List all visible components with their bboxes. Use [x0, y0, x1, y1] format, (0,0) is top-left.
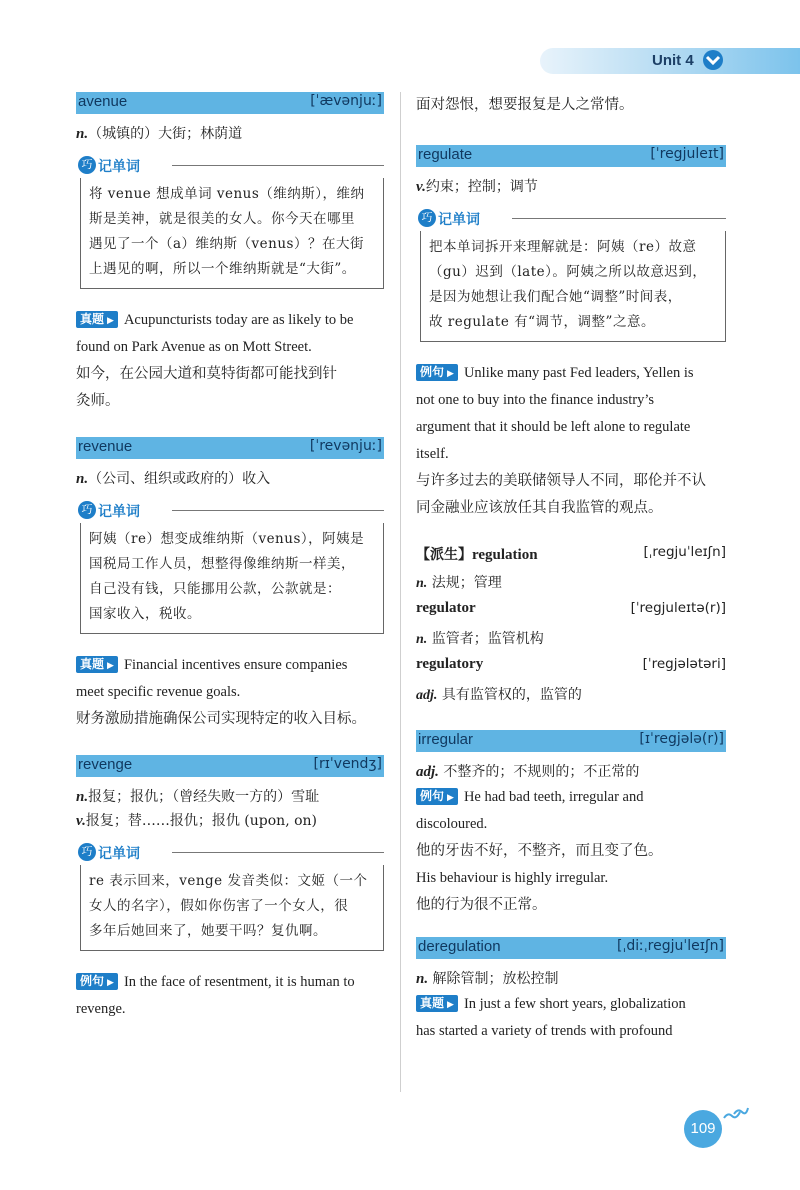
- example-revenge: [76, 969, 384, 1023]
- zhenti-tag: 真题 ▶: [416, 995, 458, 1012]
- zhenti-tag: 真题 ▶: [76, 311, 118, 328]
- memo-title: 记单词: [98, 846, 140, 862]
- headword: revenue: [78, 438, 133, 455]
- memo-line: 国家收入，税收。: [89, 606, 201, 622]
- example-en: meet specific revenue goals.: [76, 684, 241, 700]
- memo-line: 遇见了一个（a）维纳斯（venus）？在大街: [89, 236, 364, 252]
- example-en: itself.: [416, 446, 449, 462]
- phonetic: [rɪˈvendʒ]: [313, 756, 382, 772]
- memo-line: re 表示回来，venge 发音类似：文姬（一个: [89, 873, 368, 889]
- example-zh: 财务激励措施确保公司实现特定的收入目标。: [76, 711, 366, 727]
- memo-line: 自己没有钱，只能挪用公款，公款就是：: [89, 581, 341, 597]
- derivative-phonetic: [ˌregjuˈleɪʃn]: [643, 544, 726, 560]
- word-header-avenue: [76, 92, 384, 114]
- unit-label: Unit 4: [652, 52, 694, 69]
- memo-line: 阿姨（re）想变成维纳斯（venus），阿姨是: [89, 531, 365, 547]
- example-revenue: [76, 652, 384, 733]
- memo-box-revenge: [76, 843, 384, 951]
- example-en: Unlike many past Fed leaders, Yellen is: [463, 365, 694, 381]
- memo-badge-icon: 巧: [78, 501, 96, 519]
- definition: v.约束；控制；调节: [416, 179, 538, 195]
- example-en: In the face of resentment, it is human to: [123, 974, 355, 990]
- phonetic: [ˌdiːˌregjuˈleɪʃn]: [617, 938, 724, 954]
- definition: n.（公司、组织或政府的）收入: [76, 471, 271, 487]
- definition: n.（城镇的）大街；林荫道: [76, 126, 243, 142]
- phonetic: [ɪˈregjələ(r)]: [639, 731, 724, 747]
- phonetic: [ˈregjuleɪt]: [650, 146, 724, 162]
- example-en: His behaviour is highly irregular.: [416, 870, 609, 886]
- memo-badge-icon: 巧: [78, 843, 96, 861]
- derivative-tag: 【派生】: [416, 547, 472, 563]
- memo-line: 把本单词拆开来理解就是：阿姨（re）故意: [429, 239, 697, 255]
- derivatives-section: [416, 540, 726, 708]
- memo-line: 将 venue 想成单词 venus（维纳斯），维纳: [89, 186, 365, 202]
- example-zh: 如今，在公园大道和莫特街都可能找到针: [76, 366, 337, 382]
- memo-box-avenue: [76, 156, 384, 289]
- left-column: [76, 92, 384, 1023]
- example-zh: 与许多过去的美联储领导人不同，耶伦并不认: [416, 473, 706, 489]
- memo-title: 记单词: [98, 504, 140, 520]
- memo-box-regulate: [416, 209, 726, 342]
- derivative-definition: adj. 具有监管权的，监管的: [416, 687, 582, 703]
- example-en: revenge.: [76, 1001, 126, 1017]
- memo-line: 故 regulate 有“调节，调整”之意。: [429, 314, 655, 330]
- word-header-irregular: [416, 730, 726, 752]
- example-regulate: [416, 360, 726, 522]
- example-en: argument that it should be left alone to regulate: [416, 419, 691, 435]
- phonetic: [ˈævənjuː]: [310, 93, 382, 109]
- memo-line: 国税局工作人员，想整得像维纳斯一样美，: [89, 556, 355, 572]
- memo-box-revenue: [76, 501, 384, 634]
- memo-title: 记单词: [438, 212, 480, 228]
- headword: deregulation: [418, 938, 501, 955]
- definition: adj. 不整齐的；不规则的；不正常的: [416, 764, 640, 780]
- example-en: discoloured.: [416, 816, 488, 832]
- definition: v.报复；替……报仇；报仇 (upon, on): [76, 813, 318, 829]
- derivative-phonetic: [ˈregjuleɪtə(r)]: [630, 600, 726, 616]
- derivative-word: regulator: [416, 600, 476, 616]
- memo-line: 是因为她想让我们配合她“调整”时间表，: [429, 289, 682, 305]
- memo-line: 多年后她回来了，她要干吗？复仇啊。: [89, 923, 327, 939]
- example-zh: 他的行为很不正常。: [416, 897, 547, 913]
- example-zh: 他的牙齿不好，不整齐，而且变了色。: [416, 843, 663, 859]
- word-header-deregulation: [416, 937, 726, 959]
- example-en: found on Park Avenue as on Mott Street.: [76, 339, 312, 355]
- memo-title: 记单词: [98, 159, 140, 175]
- memo-line: 上遇见的啊，所以一个维纳斯就是“大街”。: [89, 261, 356, 277]
- memo-line: 女人的名字），假如你伤害了一个女人，很: [89, 898, 349, 914]
- memo-badge-icon: 巧: [418, 209, 436, 227]
- example-en: Acupuncturists today are as likely to be: [123, 312, 354, 328]
- headword: avenue: [78, 93, 128, 110]
- continued-translation: 面对怨恨，想要报复是人之常情。: [416, 97, 634, 113]
- memo-line: 斯是美神，就是很美的女人。你今天在哪里: [89, 211, 355, 227]
- memo-line: （gu）迟到（late）。阿姨之所以故意迟到，: [429, 264, 707, 280]
- liju-tag: 例句 ▶: [76, 973, 118, 990]
- right-column: [416, 92, 726, 1045]
- word-header-regulate: [416, 145, 726, 167]
- word-header-revenge: [76, 755, 384, 777]
- liju-tag: 例句 ▶: [416, 788, 458, 805]
- headword: regulate: [418, 146, 473, 163]
- phonetic: [ˈrevənjuː]: [309, 438, 382, 454]
- derivative-phonetic: [ˈregjələtəri]: [642, 656, 726, 672]
- example-avenue: [76, 307, 384, 415]
- example-en: Financial incentives ensure companies: [123, 657, 348, 673]
- definition: n.报复；报仇；（曾经失败一方的）雪耻: [76, 789, 320, 805]
- headword: revenge: [78, 756, 133, 773]
- column-divider: [400, 92, 401, 1092]
- wave-decoration-icon: [722, 1104, 750, 1124]
- headword: irregular: [418, 731, 474, 748]
- example-en: not one to buy into the finance industry’s: [416, 392, 655, 408]
- example-zh: 同金融业应该放任其自我监管的观点。: [416, 500, 663, 516]
- derivative-word: regulatory: [416, 656, 484, 672]
- liju-tag: 例句 ▶: [416, 364, 458, 381]
- example-en: has started a variety of trends with profound: [416, 1023, 673, 1039]
- example-en: In just a few short years, globalization: [463, 996, 686, 1012]
- memo-badge-icon: 巧: [78, 156, 96, 174]
- derivative-word: regulation: [472, 547, 538, 563]
- word-header-revenue: [76, 437, 384, 459]
- derivative-definition: n. 法规；管理: [416, 575, 502, 591]
- zhenti-tag: 真题 ▶: [76, 656, 118, 673]
- example-zh: 灸师。: [76, 393, 120, 409]
- example-en: He had bad teeth, irregular and: [463, 789, 644, 805]
- page-number: 109: [684, 1110, 722, 1148]
- derivative-definition: n. 监管者；监管机构: [416, 631, 544, 647]
- chevron-down-icon: [702, 49, 724, 71]
- definition: n. 解除管制；放松控制: [416, 971, 559, 987]
